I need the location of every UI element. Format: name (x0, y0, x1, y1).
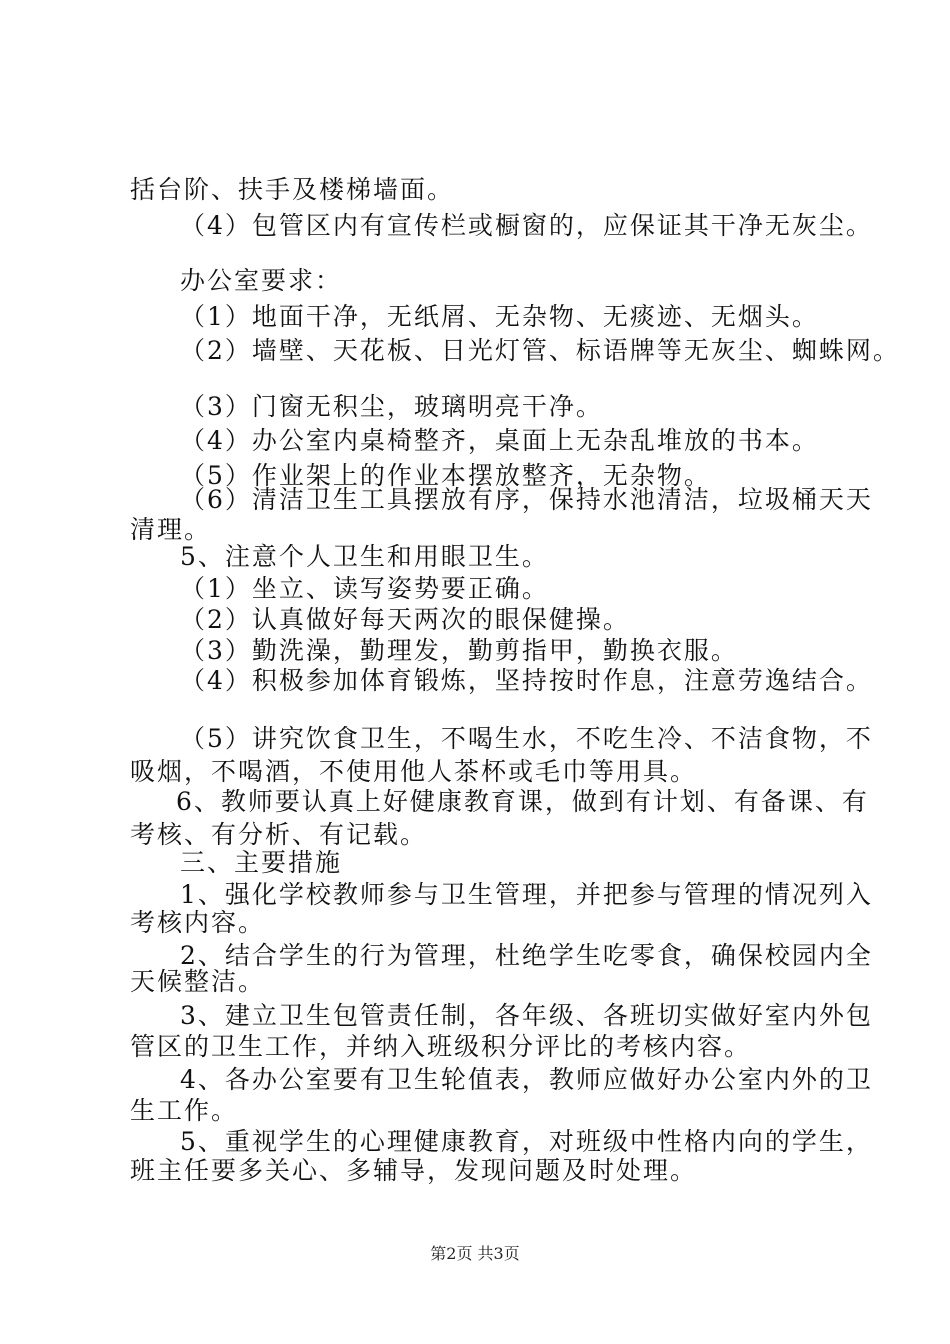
text-line: （2）墙壁、天花板、日光灯管、标语牌等无灰尘、蜘蛛网。 (180, 336, 900, 365)
text-line: 5、注意个人卫生和用眼卫生。 (180, 542, 549, 571)
text-line: 2、结合学生的行为管理，杜绝学生吃零食，确保校园内全 (180, 941, 873, 970)
text-line: 括台阶、扶手及楼梯墙面。 (130, 175, 455, 204)
text-line: 清理。 (130, 515, 212, 544)
text-line: （3）门窗无积尘，玻璃明亮干净。 (180, 392, 603, 421)
text-line: （3）勤洗澡，勤理发，勤剪指甲，勤换衣服。 (180, 636, 738, 665)
text-line: 管区的卫生工作，并纳入班级积分评比的考核内容。 (130, 1032, 752, 1061)
text-line: （1）地面干净，无纸屑、无杂物、无痰迹、无烟头。 (180, 302, 819, 331)
section-heading-main-measures: 三、主要措施 (180, 848, 343, 877)
text-line: 6、教师要认真上好健康教育课，做到有计划、有备课、有 (176, 787, 869, 816)
text-line: 生工作。 (130, 1096, 239, 1125)
text-line: （2）认真做好每天两次的眼保健操。 (180, 605, 630, 634)
text-line: 天候整洁。 (130, 967, 266, 996)
text-line: （5）作业架上的作业本摆放整齐，无杂物。 (180, 461, 711, 490)
text-line: （6）清洁卫生工具摆放有序，保持水池清洁，垃圾桶天天 (180, 485, 873, 514)
text-line: 考核内容。 (130, 908, 266, 937)
text-line: （1）坐立、读写姿势要正确。 (180, 574, 549, 603)
text-line: （5）讲究饮食卫生，不喝生水，不吃生冷、不洁食物，不 (180, 724, 873, 753)
text-line: 5、重视学生的心理健康教育，对班级中性格内向的学生， (180, 1127, 873, 1156)
text-line: （4）积极参加体育锻炼，坚持按时作息，注意劳逸结合。 (180, 666, 873, 695)
text-line: 考核、有分析、有记载。 (130, 820, 428, 849)
text-line: 4、各办公室要有卫生轮值表，教师应做好办公室内外的卫 (180, 1065, 873, 1094)
text-line: 班主任要多关心、多辅导，发现问题及时处理。 (130, 1156, 698, 1185)
text-line: 3、建立卫生包管责任制，各年级、各班切实做好室内外包 (180, 1001, 873, 1030)
section-heading-office-requirements: 办公室要求： (180, 266, 343, 295)
text-line: 吸烟，不喝酒，不使用他人茶杯或毛巾等用具。 (130, 757, 698, 786)
text-line: （4）办公室内桌椅整齐，桌面上无杂乱堆放的书本。 (180, 426, 819, 455)
page-number-footer: 第2页 共3页 (430, 1244, 520, 1263)
text-line: 1、强化学校教师参与卫生管理，并把参与管理的情况列入 (180, 880, 873, 909)
text-line: （4）包管区内有宣传栏或橱窗的，应保证其干净无灰尘。 (180, 211, 873, 240)
